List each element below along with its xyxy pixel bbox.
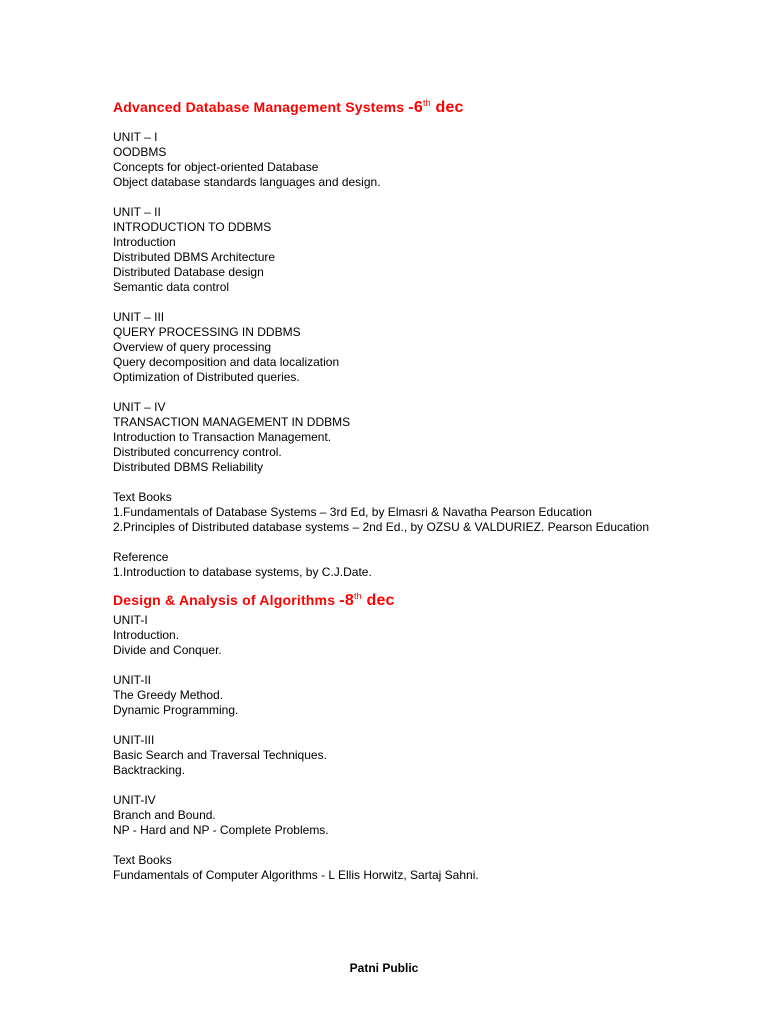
topic: Divide and Conquer. — [113, 643, 222, 657]
exam-date-ordinal: th — [422, 98, 431, 108]
unit-block — [113, 793, 653, 838]
reference-block — [113, 550, 653, 580]
topic: Basic Search and Traversal Techniques. — [113, 748, 327, 762]
textbooks-label: Text Books — [113, 490, 172, 504]
topic: Optimization of Distributed queries. — [113, 370, 300, 384]
topic: Concepts for object-oriented Database — [113, 160, 319, 174]
topic: Distributed concurrency control. — [113, 445, 282, 459]
exam-date-day: -6 — [408, 99, 423, 116]
exam-date-ordinal: th — [353, 591, 362, 601]
textbooks-block — [113, 853, 653, 883]
exam-date-month: dec — [361, 592, 395, 609]
section-title: Advanced Database Management Systems — [113, 99, 405, 115]
section-heading-adbms — [113, 95, 653, 120]
topic: Introduction — [113, 235, 176, 249]
topic: OODBMS — [113, 145, 167, 159]
unit-block — [113, 613, 653, 658]
syllabus-body-daa — [113, 613, 653, 883]
topic: Backtracking. — [113, 763, 186, 777]
syllabus-body-adbms — [113, 120, 653, 580]
topic: Distributed Database design — [113, 265, 264, 279]
unit-block — [113, 400, 653, 475]
topic: Introduction. — [113, 628, 180, 642]
unit-block — [113, 673, 653, 718]
topic: QUERY PROCESSING IN DDBMS — [113, 325, 301, 339]
textbooks-label: Text Books — [113, 853, 172, 867]
exam-date-month: dec — [430, 99, 464, 116]
exam-date — [408, 99, 463, 116]
section-heading-daa — [113, 588, 653, 613]
exam-date-day: -8 — [339, 592, 354, 609]
topic: Dynamic Programming. — [113, 703, 239, 717]
reference-label: Reference — [113, 550, 169, 564]
topic: The Greedy Method. — [113, 688, 224, 702]
unit-block — [113, 733, 653, 778]
unit-block — [113, 310, 653, 385]
unit-label: UNIT – II — [113, 205, 161, 219]
exam-date — [339, 592, 394, 609]
textbook-entry: 1.Fundamentals of Database Systems – 3rd Ed, by Elmasri & Navatha Pearson Education — [113, 505, 592, 519]
topic: Semantic data control — [113, 280, 230, 294]
section-title: Design & Analysis of Algorithms — [113, 592, 336, 608]
textbook-entry: 2.Principles of Distributed database systems – 2nd Ed., by OZSU & VALDURIEZ. Pearson Education — [113, 520, 650, 534]
topic: Distributed DBMS Architecture — [113, 250, 276, 264]
topic: Object database standards languages and design. — [113, 175, 381, 189]
topic: Query decomposition and data localization — [113, 355, 340, 369]
unit-label: UNIT-I — [113, 613, 148, 627]
page-footer: Patni Public — [349, 961, 419, 975]
unit-label: UNIT – IV — [113, 400, 166, 414]
unit-label: UNIT-II — [113, 673, 151, 687]
reference-entry: 1.Introduction to database systems, by C.J.Date. — [113, 565, 372, 579]
unit-label: UNIT – I — [113, 130, 158, 144]
document-content — [113, 92, 653, 883]
topic: Introduction to Transaction Management. — [113, 430, 332, 444]
topic: Branch and Bound. — [113, 808, 216, 822]
textbooks-block — [113, 490, 653, 535]
topic: Distributed DBMS Reliability — [113, 460, 264, 474]
topic: NP - Hard and NP - Complete Problems. — [113, 823, 329, 837]
unit-label: UNIT-III — [113, 733, 155, 747]
unit-block — [113, 205, 653, 295]
unit-label: UNIT-IV — [113, 793, 156, 807]
topic: TRANSACTION MANAGEMENT IN DDBMS — [113, 415, 351, 429]
unit-block — [113, 130, 653, 190]
textbook-entry: Fundamentals of Computer Algorithms - L Ellis Horwitz, Sartaj Sahni. — [113, 868, 479, 882]
unit-label: UNIT – III — [113, 310, 165, 324]
topic: INTRODUCTION TO DDBMS — [113, 220, 272, 234]
topic: Overview of query processing — [113, 340, 272, 354]
